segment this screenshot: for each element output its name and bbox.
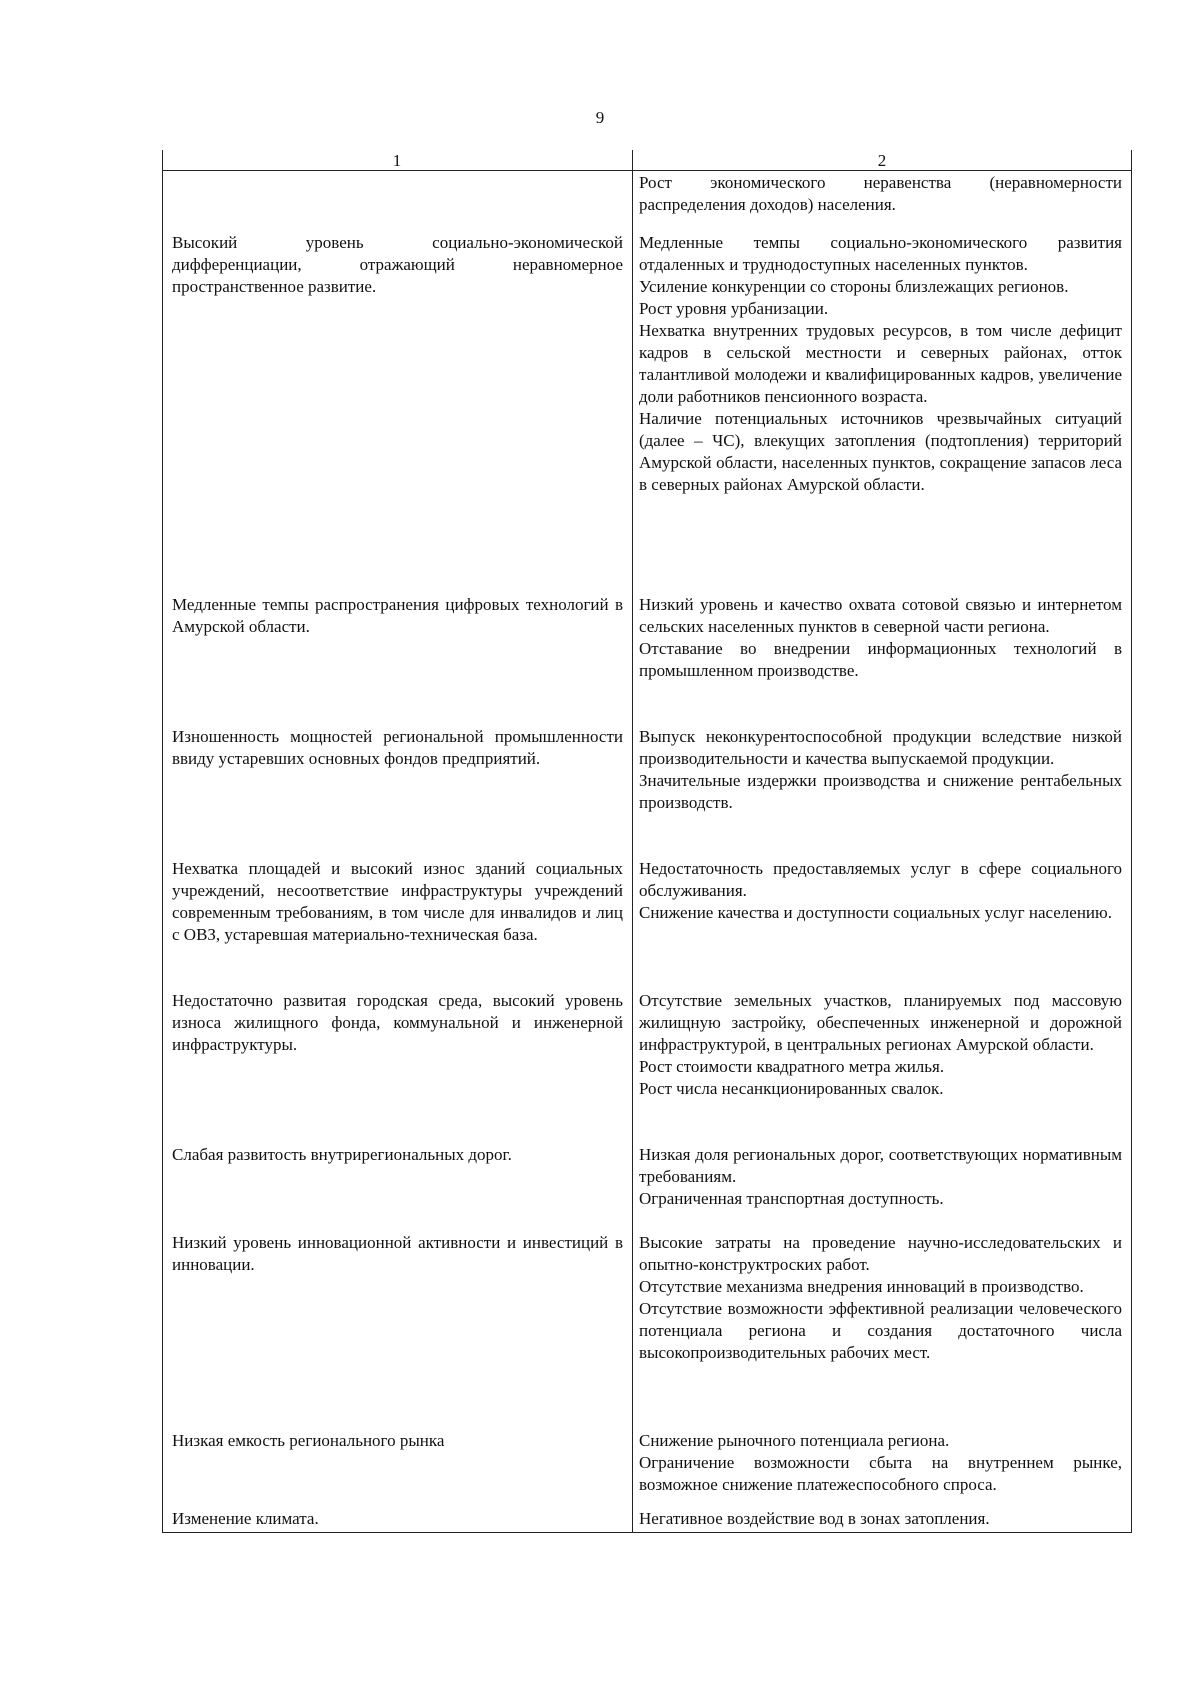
right-cell bbox=[639, 1430, 1122, 1496]
column-header-2: 2 bbox=[877, 151, 887, 170]
cell-paragraph: Медленные темпы социально-экономического развития отдаленных и труднодоступных населенных пунктов. bbox=[639, 233, 1122, 274]
right-cell bbox=[639, 232, 1122, 496]
column-header-1: 1 bbox=[392, 151, 402, 170]
cell-paragraph: Рост уровня урбанизации. bbox=[639, 299, 829, 318]
cell-paragraph: Значительные издержки производства и снижение рентабельных производств. bbox=[639, 771, 1122, 812]
cell-paragraph: Рост экономического неравенства (неравномерности распределения доходов) населения. bbox=[639, 173, 1122, 214]
cell-paragraph: Ограничение возможности сбыта на внутреннем рынке, возможное снижение платежеспособного спроса. bbox=[639, 1453, 1122, 1494]
cell-paragraph: Низкий уровень и качество охвата сотовой связью и интернетом сельских населенных пунктов в северной части региона. bbox=[639, 595, 1122, 636]
cell-paragraph: Отсутствие механизма внедрения инноваций в производство. bbox=[639, 1277, 1084, 1296]
right-cell bbox=[639, 1232, 1122, 1364]
cell-paragraph: Выпуск неконкурентоспособной продукции вследствие низкой производительности и качества выпускаемой продукции. bbox=[639, 727, 1122, 768]
cell-paragraph: Рост стоимости квадратного метра жилья. bbox=[639, 1057, 945, 1076]
cell-paragraph: Ограниченная транспортная доступность. bbox=[639, 1189, 944, 1208]
cell-paragraph: Наличие потенциальных источников чрезвычайных ситуаций (далее – ЧС), влекущих затопления (подтопления) территорий Амурской области, населенных пунктов, сокращение запасов леса в северных районах Амурской области. bbox=[639, 409, 1122, 494]
cell-paragraph: Высокие затраты на проведение научно-исследовательских и опытно-конструктроских работ. bbox=[639, 1233, 1122, 1274]
left-cell: Высокий уровень социально-экономической дифференциации, отражающий неравномерное пространственное развитие. bbox=[172, 233, 623, 296]
column-divider bbox=[632, 150, 633, 1533]
left-cell: Изменение климата. bbox=[172, 1509, 319, 1528]
left-cell: Слабая развитость внутрирегиональных дорог. bbox=[172, 1145, 512, 1164]
header-rule bbox=[162, 170, 1132, 171]
cell-paragraph: Снижение рыночного потенциала региона. bbox=[639, 1431, 950, 1450]
right-cell bbox=[639, 1508, 1122, 1530]
right-cell bbox=[639, 858, 1122, 924]
left-cell: Недостаточно развитая городская среда, высокий уровень износа жилищного фонда, коммунальной и инженерной инфраструктуры. bbox=[172, 991, 623, 1054]
right-cell bbox=[639, 172, 1122, 216]
right-cell bbox=[639, 990, 1122, 1100]
cell-paragraph: Снижение качества и доступности социальных услуг населению. bbox=[639, 903, 1112, 922]
left-cell: Низкий уровень инновационной активности и инвестиций в инновации. bbox=[172, 1233, 623, 1274]
right-cell bbox=[639, 1144, 1122, 1210]
left-cell: Изношенность мощностей региональной промышленности ввиду устаревших основных фондов предприятий. bbox=[172, 727, 623, 768]
right-cell bbox=[639, 594, 1122, 682]
cell-paragraph: Отсутствие возможности эффективной реализации человеческого потенциала региона и создания достаточного числа высокопроизводительных рабочих мест. bbox=[639, 1299, 1122, 1362]
page-number: 9 bbox=[595, 108, 605, 127]
cell-paragraph: Нехватка внутренних трудовых ресурсов, в том числе дефицит кадров в сельской местности и северных районах, отток талантливой молодежи и квалифицированных кадров, увеличение доли работников пенсионного возраста. bbox=[639, 321, 1122, 406]
left-cell: Низкая емкость регионального рынка bbox=[172, 1431, 445, 1450]
cell-paragraph: Недостаточность предоставляемых услуг в сфере социального обслуживания. bbox=[639, 859, 1122, 900]
cell-paragraph: Негативное воздействие вод в зонах затопления. bbox=[639, 1509, 990, 1528]
cell-paragraph: Усиление конкуренции со стороны близлежащих регионов. bbox=[639, 277, 1069, 296]
cell-paragraph: Отсутствие земельных участков, планируемых под массовую жилищную застройку, обеспеченных инженерной и дорожной инфраструктурой, в центральных регионах Амурской области. bbox=[639, 991, 1122, 1054]
left-cell: Медленные темпы распространения цифровых технологий в Амурской области. bbox=[172, 595, 623, 636]
cell-paragraph: Рост числа несанкционированных свалок. bbox=[639, 1079, 944, 1098]
cell-paragraph: Низкая доля региональных дорог, соответствующих нормативным требованиям. bbox=[639, 1145, 1122, 1186]
cell-paragraph: Отставание во внедрении информационных технологий в промышленном производстве. bbox=[639, 639, 1122, 680]
right-cell bbox=[639, 726, 1122, 814]
left-cell: Нехватка площадей и высокий износ зданий социальных учреждений, несоответствие инфраструктуры учреждений современным требованиям, в том числе для инвалидов и лиц с ОВЗ, устаревшая материально-техническая база. bbox=[172, 859, 623, 944]
